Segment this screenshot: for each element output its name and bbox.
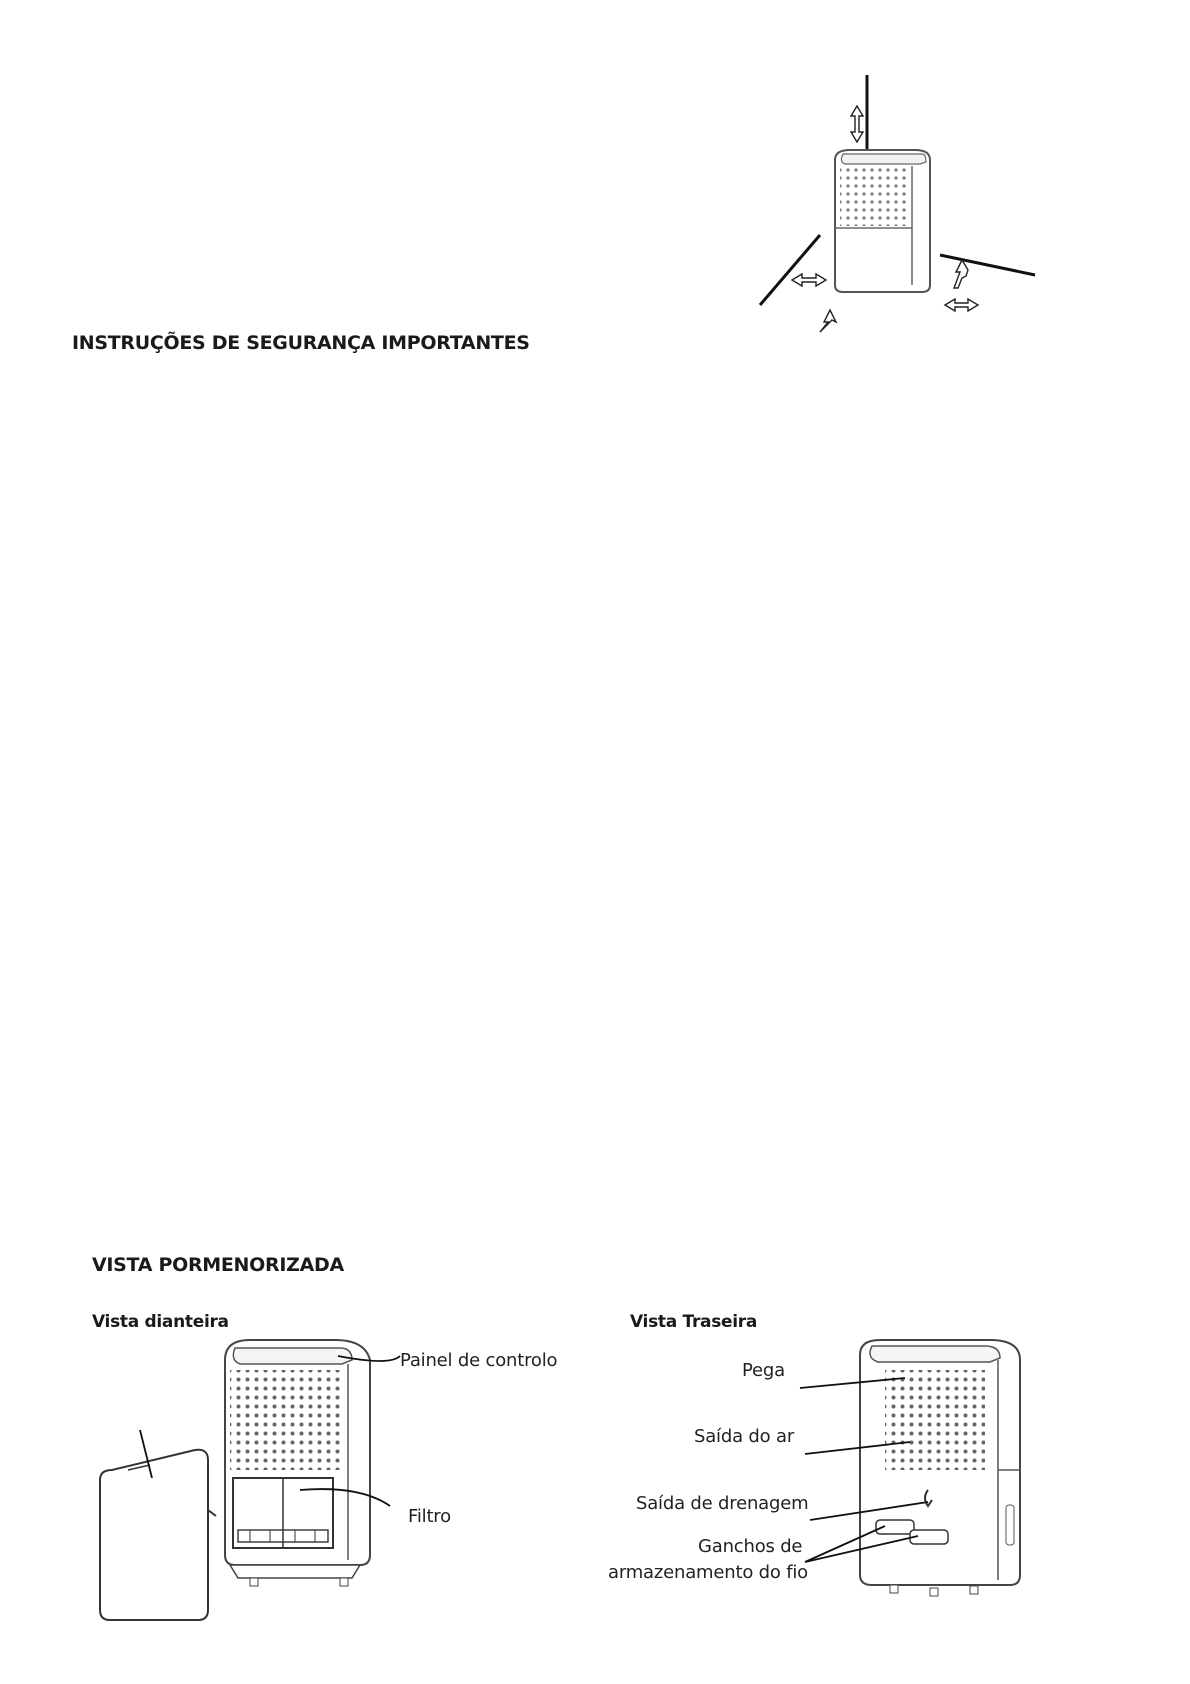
filter-label: Filtro xyxy=(408,1506,451,1527)
handle-label: Pega xyxy=(742,1360,785,1381)
cord-hooks-label-line2: armazenamento do fio xyxy=(608,1562,808,1583)
rear-view-title: Vista Traseira xyxy=(630,1312,758,1332)
air-outlet-label: Saída do ar xyxy=(694,1426,795,1447)
front-view-title: Vista dianteira xyxy=(92,1312,229,1332)
safety-heading: INSTRUÇÕES DE SEGURANÇA IMPORTANTES xyxy=(72,332,530,354)
control-panel-label: Painel de controlo xyxy=(400,1350,558,1371)
cord-hooks-label-line1: Ganchos de xyxy=(698,1536,803,1557)
exploded-view-heading: VISTA PORMENORIZADA xyxy=(92,1254,344,1276)
clearance-diagram xyxy=(740,70,1080,340)
front-view-illustration xyxy=(90,1330,420,1620)
rear-view-illustration xyxy=(790,1330,1030,1610)
drain-outlet-label: Saída de drenagem xyxy=(636,1493,809,1514)
